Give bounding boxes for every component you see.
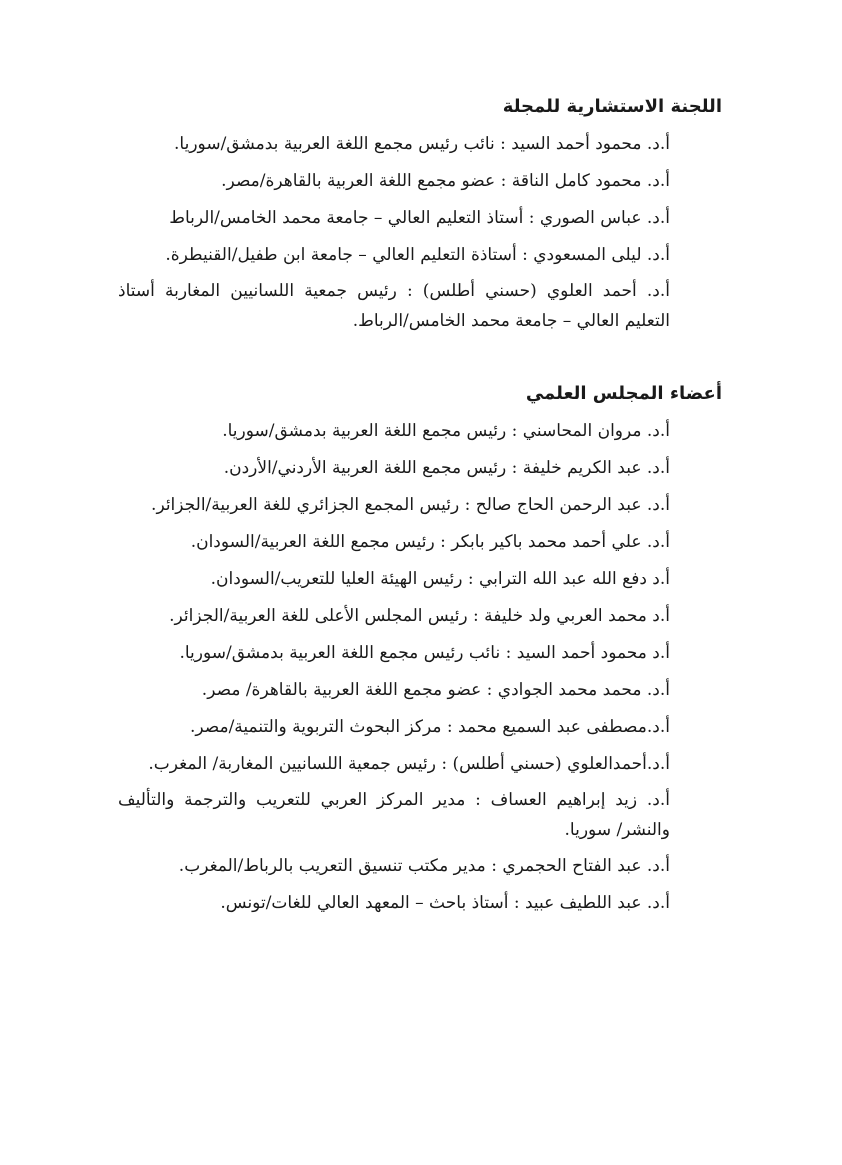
advisory-member: أ.د. أحمد العلوي (حسني أطلس) : رئيس جمعية اللسانيين المغاربة أستاذ التعليم العالي – جامعة محمد الخامس/الرباط.	[118, 281, 670, 331]
council-member: أ.د. زيد إبراهيم العساف : مدير المركز العربي للتعريب والترجمة والتأليف والنشر/ سوريا.	[118, 790, 670, 840]
council-member: أ.د محمد العربي ولد خليفة : رئيس المجلس الأعلى للغة العربية/الجزائر.	[169, 606, 670, 626]
council-member: أ.د. مروان المحاسني : رئيس مجمع اللغة العربية بدمشق/سوريا.	[222, 421, 670, 441]
advisory-member: أ.د. ليلى المسعودي : أستاذة التعليم العالي – جامعة ابن طفيل/القنيطرة.	[165, 245, 670, 265]
council-member: أ.د. علي أحمد محمد باكير بابكر : رئيس مجمع اللغة العربية/السودان.	[190, 532, 670, 552]
council-member: أ.د. عبد اللطيف عبيد : أستاذ باحث – المعهد العالي للغات/تونس.	[220, 893, 670, 913]
section-spacer	[118, 341, 722, 379]
council-member: أ.د. محمد محمد الجوادي : عضو مجمع اللغة العربية بالقاهرة/ مصر.	[201, 680, 670, 700]
scientific-council-list	[118, 415, 670, 919]
council-member: أ.د.أحمدالعلوي (حسني أطلس) : رئيس جمعية اللسانيين المغاربة/ المغرب.	[148, 754, 670, 774]
scientific-council-title: أعضاء المجلس العلمي	[525, 383, 722, 404]
advisory-member: أ.د. محمود أحمد السيد : نائب رئيس مجمع اللغة العربية بدمشق/سوريا.	[174, 134, 670, 154]
council-member: أ.د. عبد الفتاح الحجمري : مدير مكتب تنسيق التعريب بالرباط/المغرب.	[178, 856, 670, 876]
advisory-member: أ.د. محمود كامل الناقة : عضو مجمع اللغة العربية بالقاهرة/مصر.	[221, 171, 670, 191]
council-member: أ.د دفع الله عبد الله الترابي : رئيس الهيئة العليا للتعريب/السودان.	[210, 569, 670, 589]
council-member: أ.د محمود أحمد السيد : نائب رئيس مجمع اللغة العربية بدمشق/سوريا.	[179, 643, 670, 663]
document-page	[118, 92, 722, 924]
council-member: أ.د. عبد الرحمن الحاج صالح : رئيس المجمع الجزائري للغة العربية/الجزائر.	[151, 495, 670, 515]
advisory-committee-list	[118, 128, 670, 336]
advisory-committee-title: اللجنة الاستشارية للمجلة	[502, 96, 722, 117]
council-member: أ.د. عبد الكريم خليفة : رئيس مجمع اللغة العربية الأردني/الأردن.	[223, 458, 670, 478]
advisory-member: أ.د. عباس الصوري : أستاذ التعليم العالي – جامعة محمد الخامس/الرباط	[169, 208, 670, 228]
council-member: أ.د.مصطفى عبد السميع محمد : مركز البحوث التربوية والتنمية/مصر.	[189, 717, 670, 737]
